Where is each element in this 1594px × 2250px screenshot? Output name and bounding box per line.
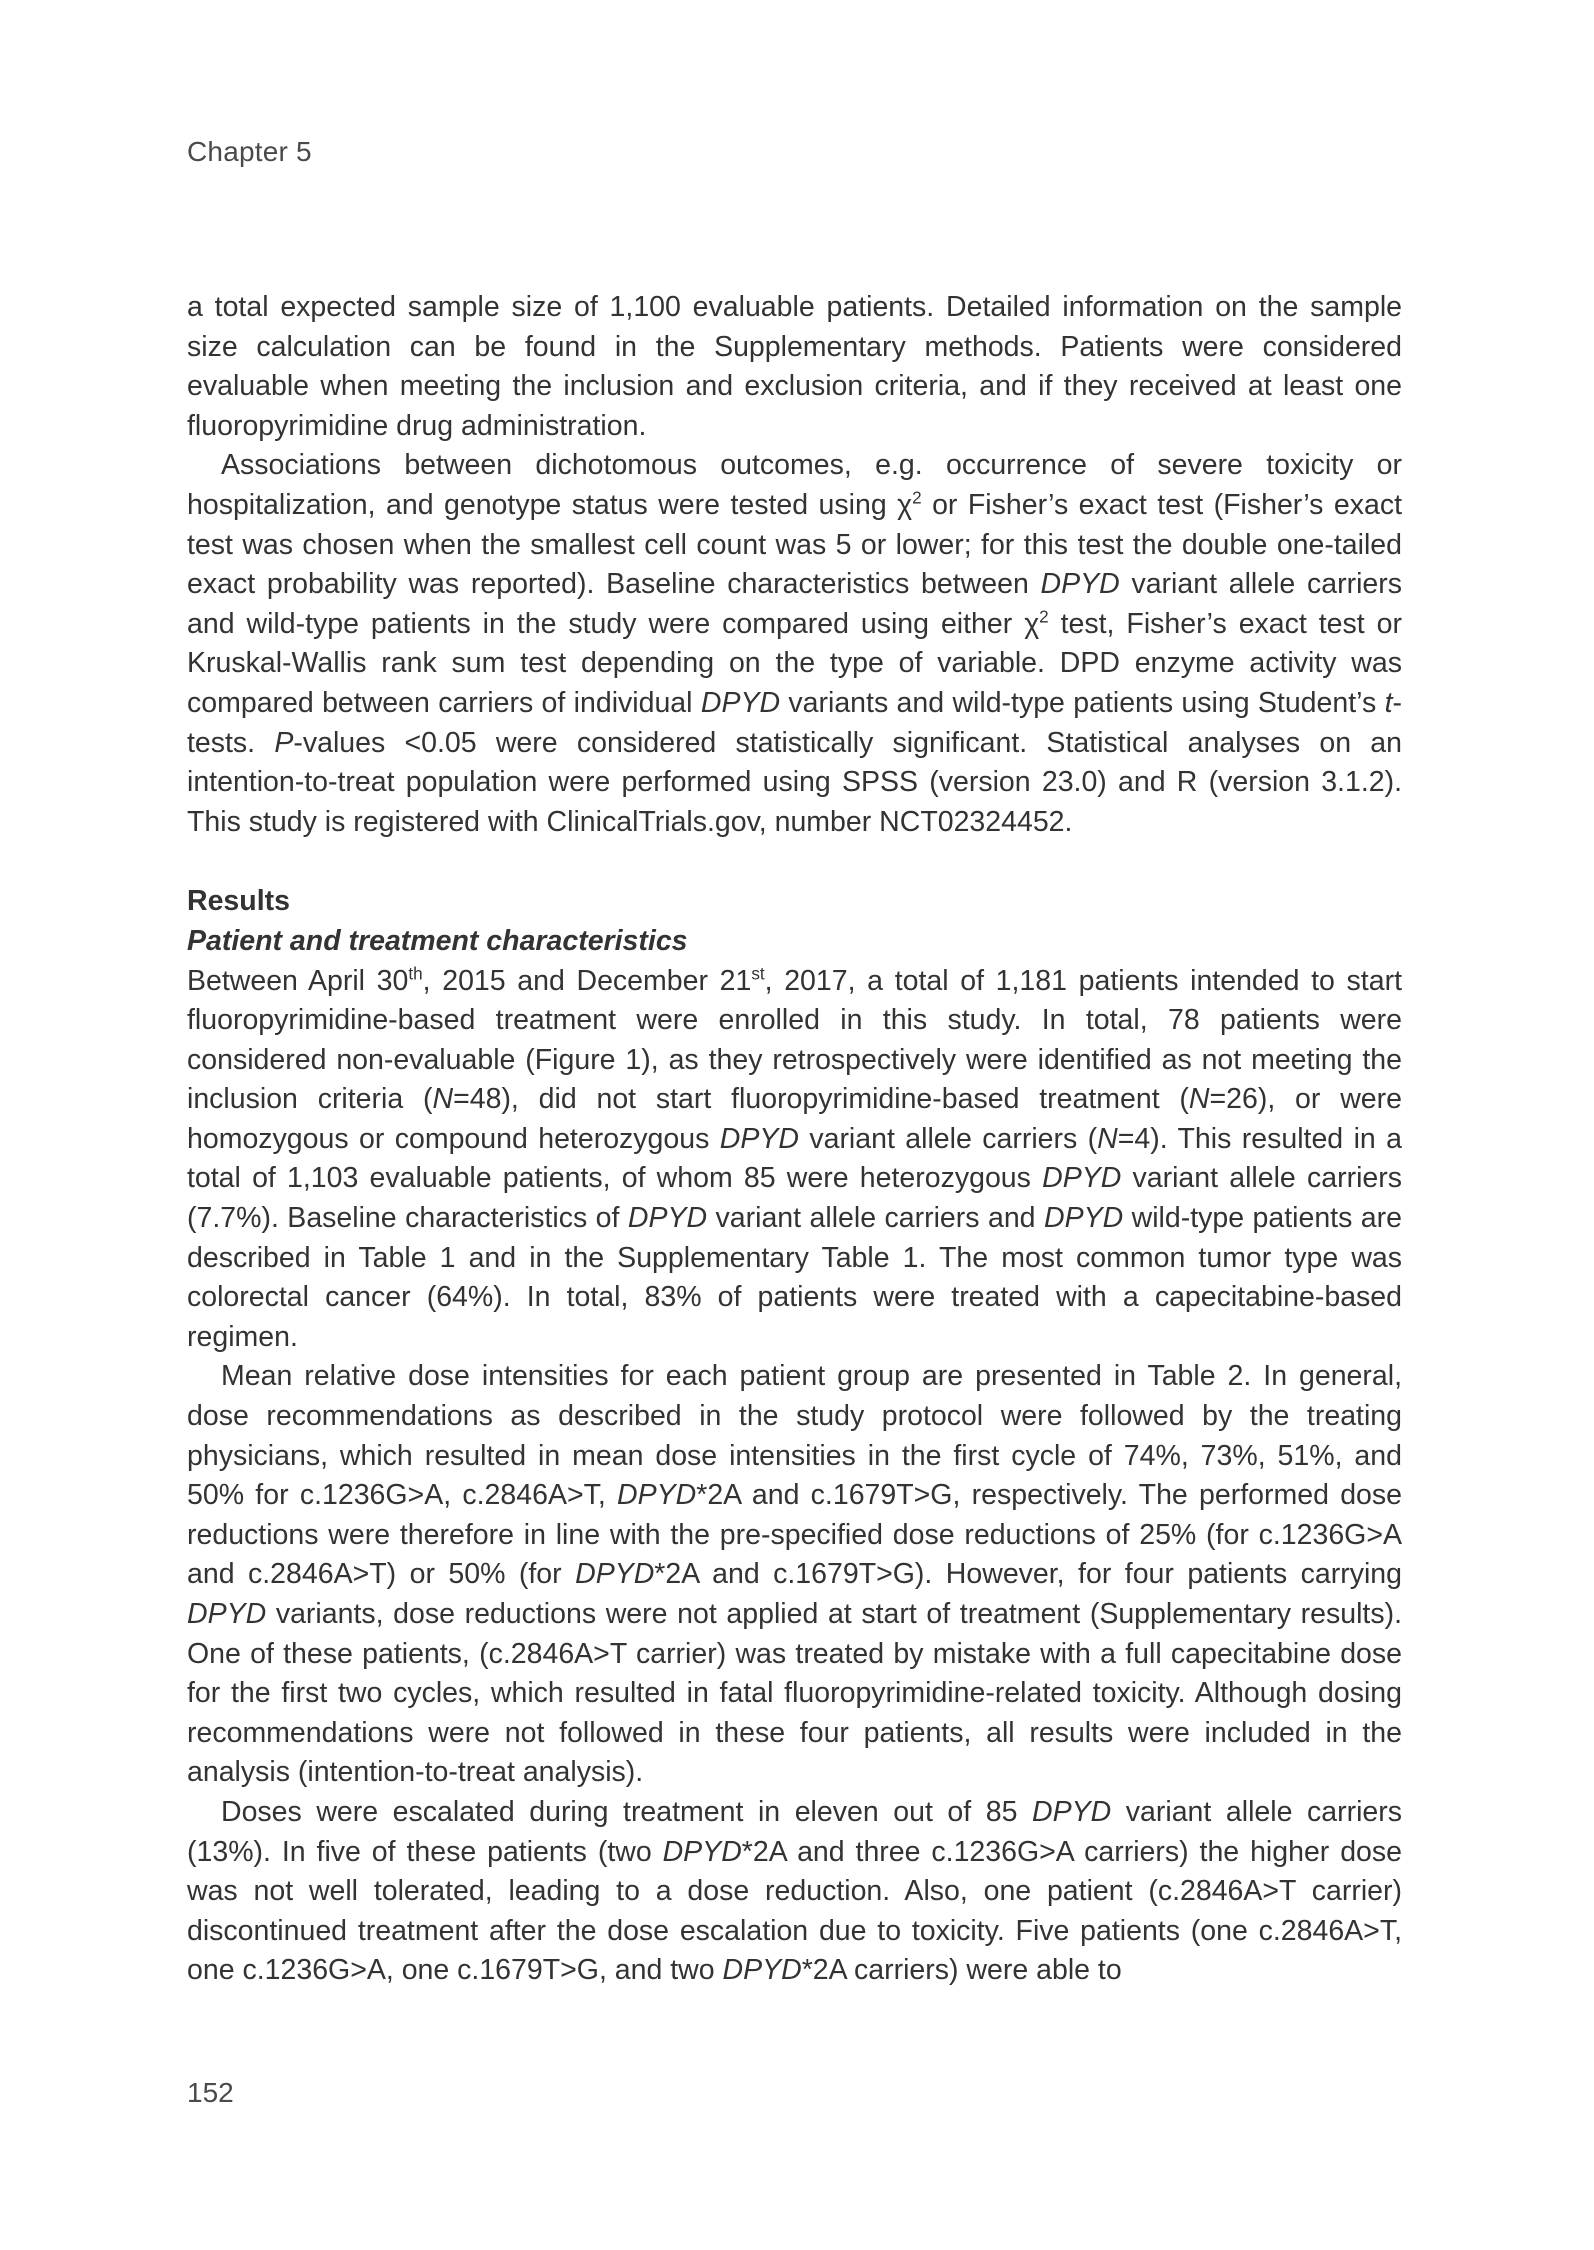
- superscript: 2: [1039, 607, 1049, 627]
- gene-name: DPYD: [719, 1122, 799, 1155]
- gene-name: DPYD: [1040, 568, 1120, 601]
- text-run: =4). This resulted in a total of 1,103 evaluable patients, of whom 85 were heterozygous: [187, 1122, 1402, 1195]
- running-header: Chapter 5: [187, 136, 312, 167]
- text-run: variant allele carriers (7.7%). Baseline characteristics of: [187, 1162, 1402, 1235]
- paragraph-sample-size: a total expected sample size of 1,100 evaluable patients. Detailed information on the sample size calculation can be found in the Supplementary methods. Patients were considered evaluable when meeting the inclusion and exclusion criteria, and if they received at least one fluoropyrimidine drug administration.: [187, 291, 1402, 442]
- text-run: variant allele carriers (: [798, 1122, 1098, 1155]
- text-run: *2A and three c.1236G>A carriers) the higher dose was not well tolerated, leading to a dose reduction. Also, one patient (c.2846A>T carrier) discontinued treatment after the dose escalation due to toxicity. Five patients (one c.2846A>T, one c.1236G>A, one c.1679T>G, and two: [187, 1835, 1403, 1987]
- body-text: [187, 288, 1402, 1991]
- subsection-heading: Patient and treatment characteristics: [187, 924, 688, 957]
- text-run: Associations between dichotomous outcomes, e.g. occurrence of severe toxicity or hospitalization, and genotype status were tested using χ: [187, 449, 1402, 521]
- superscript: th: [408, 964, 423, 983]
- text-run: wild-type patients are described in Table 1 and in the Supplementary Table 1. The most common tumor type was colorectal cancer (64%). In total, 83% of patients were treated with a capecitabine-based regimen.: [187, 1202, 1402, 1353]
- gene-name: DPYD: [1032, 1795, 1112, 1828]
- gene-name: DPYD: [1043, 1202, 1124, 1235]
- paragraph-statistics: [187, 446, 1402, 842]
- paragraph-dose-escalation: [187, 1793, 1402, 1991]
- text-run: , 2017, a total of 1,181 patients intended to start fluoropyrimidine-based treatment were enrolled in this study. In total, 78 patients were considered non-evaluable (Figure 1), as they retrospectively were identified as not meeting the inclusion criteria (: [187, 964, 1402, 1116]
- page-number: 152: [187, 2077, 234, 2108]
- gene-name: DPYD: [722, 1954, 802, 1987]
- text-run: variant allele carriers and wild-type patients in the study were compared using either χ: [187, 568, 1402, 640]
- text-run: variant allele carriers (13%). In five of these patients (two: [187, 1795, 1402, 1868]
- paragraph-dose-intensities: [187, 1357, 1402, 1793]
- section-heading-results: Results: [187, 885, 290, 918]
- text-run: Doses were escalated during treatment in eleven out of 85: [221, 1795, 1033, 1828]
- text-run: variants and wild-type patients using Student’s: [780, 686, 1385, 719]
- text-run: variant allele carriers and: [707, 1202, 1044, 1235]
- superscript: st: [751, 964, 765, 983]
- superscript: 2: [912, 488, 922, 508]
- italic-symbol: N: [1188, 1083, 1210, 1116]
- gene-name: DPYD: [662, 1835, 742, 1868]
- paragraph-enrollment: [187, 962, 1402, 1358]
- text-run: *2A carriers) were able to: [801, 1954, 1122, 1987]
- gene-name: DPYD: [575, 1558, 655, 1591]
- text-run: Mean relative dose intensities for each patient group are presented in Table 2. In general, dose recommendations as described in the study protocol were followed by the treating physicians, which resulted in mean dose intensities in the first cycle of 74%, 73%, 51%, and 50% for c.1236G>A, c.2846A>T,: [187, 1360, 1402, 1512]
- text-run: -tests.: [187, 686, 1402, 759]
- gene-name: DPYD: [627, 1202, 708, 1235]
- gene-name: DPYD: [1042, 1162, 1122, 1195]
- text-run: =48), did not start fluoropyrimidine-based treatment (: [453, 1083, 1189, 1116]
- text-run: *2A and c.1679T>G). However, for four patients carrying: [654, 1558, 1402, 1591]
- text-run: =26), or were homozygous or compound heterozygous: [187, 1083, 1402, 1155]
- gene-name: DPYD: [617, 1479, 697, 1512]
- text-run: test, Fisher’s exact test or Kruskal-Wallis rank sum test depending on the type of variable. DPD enzyme activity was compared between carriers of individual: [187, 607, 1402, 719]
- text-run: variants, dose reductions were not applied at start of treatment (Supplementary results). One of these patients, (c.2846A>T carrier) was treated by mistake with a full capecitabine dose for the first two cycles, which resulted in fatal fluoropyrimidine-related toxicity. Although dosing recommendations were not followed in these four patients, all results were included in the analysis (intention-to-treat analysis).: [187, 1598, 1402, 1789]
- text-run: -values <0.05 were considered statistically significant. Statistical analyses on an intention-to-treat population were performed using SPSS (version 23.0) and R (version 3.1.2). This study is registered with ClinicalTrials.gov, number NCT02324452.: [187, 726, 1402, 838]
- italic-symbol: N: [432, 1083, 454, 1116]
- italic-symbol: N: [1097, 1122, 1118, 1155]
- text-run: , 2015 and December 21: [422, 964, 752, 997]
- gene-name: DPYD: [187, 1598, 267, 1630]
- italic-symbol: t: [1384, 686, 1393, 719]
- italic-symbol: P: [274, 726, 294, 759]
- text-run: or Fisher’s exact test (Fisher’s exact test was chosen when the smallest cell count was 5 or lower; for this test the double one-tailed exact probability was reported). Baseline characteristics between: [187, 488, 1402, 601]
- gene-name: DPYD: [700, 686, 781, 719]
- text-run: *2A and c.1679T>G, respectively. The performed dose reductions were therefore in line with the pre-specified dose reductions of 25% (for c.1236G>A and c.2846A>T) or 50% (for: [187, 1479, 1402, 1591]
- text-run: Between April 30: [187, 964, 409, 997]
